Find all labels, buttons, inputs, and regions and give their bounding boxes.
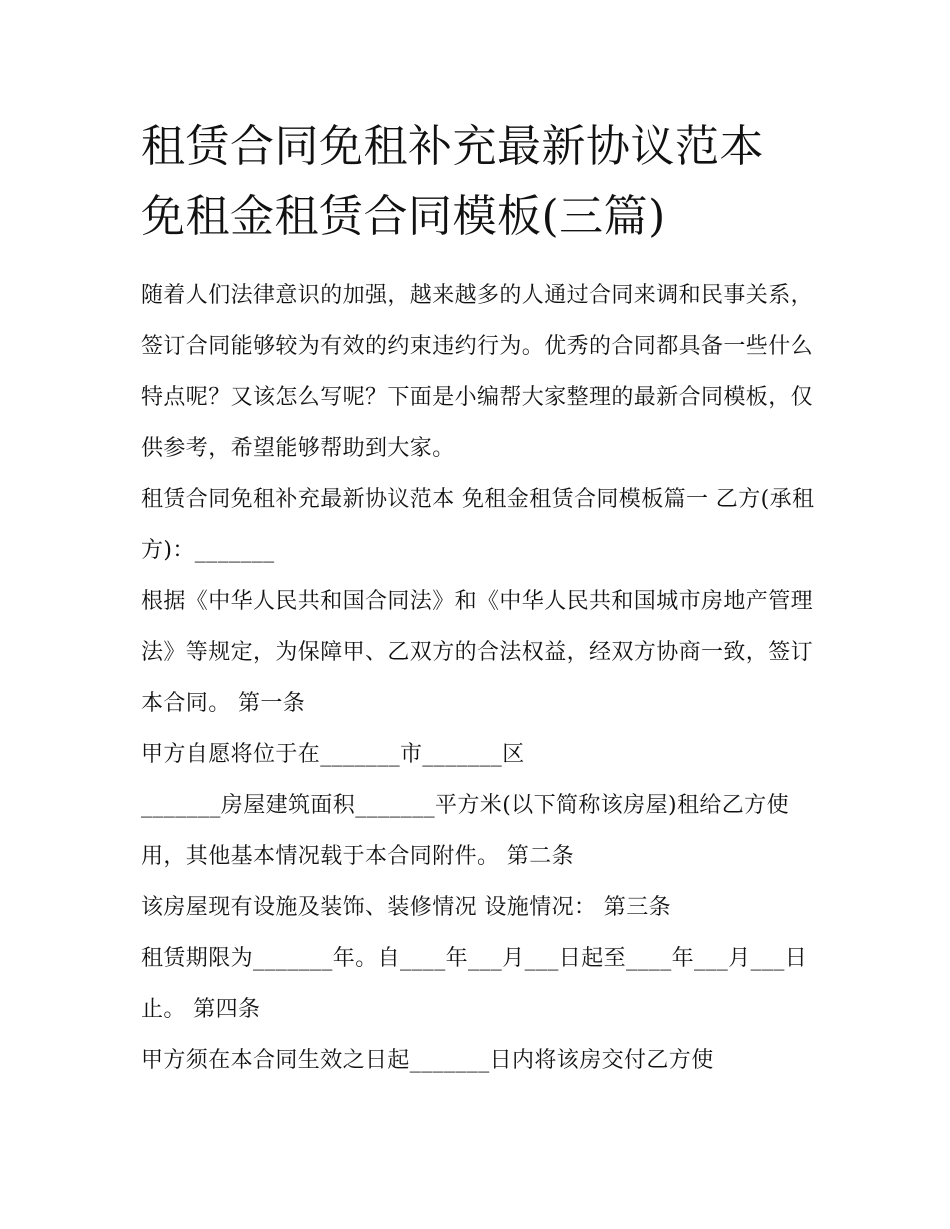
lease-term-paragraph: 租赁期限为_______年。自____年___月___日起至____年___月___日止。 第四条 (141, 946, 808, 1022)
legal-basis-paragraph: 根据《中华人民共和国合同法》和《中华人民共和国城市房地产管理法》等规定，为保障甲、乙双方的合法权益，经双方协商一致，签订本合同。 第一条 (141, 589, 814, 716)
document-page (141, 112, 821, 1086)
contract-heading-paragraph: 租赁合同免租补充最新协议范本 免租金租赁合同模板篇一 乙方(承租方)：_______ (141, 487, 815, 563)
handover-paragraph: 甲方须在本合同生效之日起_______日内将该房交付乙方使 (141, 1048, 714, 1073)
intro-paragraph: 随着人们法律意识的加强，越来越多的人通过合同来调和民事关系，签订合同能够较为有效的约束违约行为。优秀的合同都具备一些什么特点呢？又该怎么写呢？下面是小编帮大家整理的最新合同模板，仅供参考，希望能够帮助到大家。 (141, 283, 814, 461)
facilities-paragraph: 该房屋现有设施及装饰、装修情况 设施情况： 第三条 (141, 895, 671, 920)
property-location-paragraph: 甲方自愿将位于在_______市_______区 (141, 742, 525, 767)
document-title: 租赁合同免租补充最新协议范本 免租金租赁合同模板(三篇) (141, 121, 764, 242)
property-area-paragraph: _______房屋建筑面积_______平方米(以下简称该房屋)租给乙方使用，其他基本情况载于本合同附件。 第二条 (141, 793, 789, 869)
